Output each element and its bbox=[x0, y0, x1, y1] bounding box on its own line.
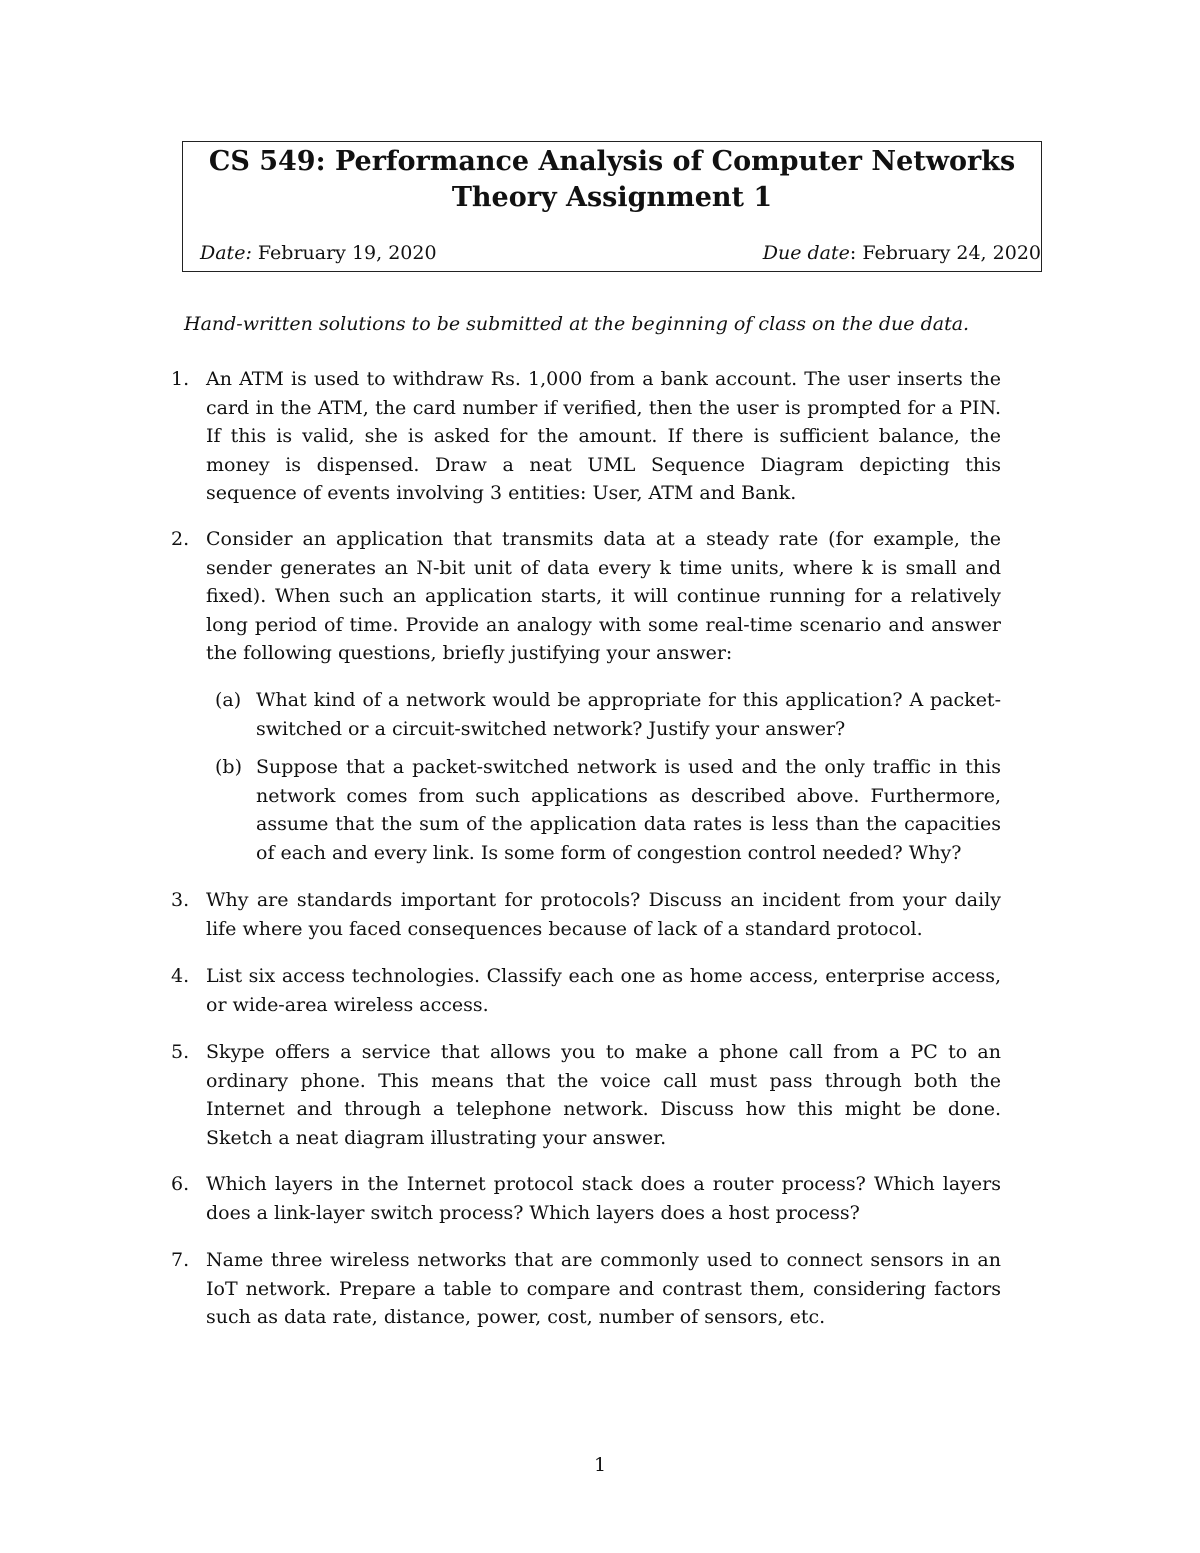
date-value: February 19, 2020 bbox=[257, 242, 437, 264]
question-number: 2. bbox=[171, 528, 190, 550]
subpart-text: What kind of a network would be appropriate for this application? A packet-switched or a circuit-switched network? Justify your answer? bbox=[256, 689, 1001, 740]
question-number: 3. bbox=[171, 889, 190, 911]
issue-date bbox=[200, 242, 437, 264]
question-text: Consider an application that transmits data at a steady rate (for example, the sender generates an N-bit unit of data every k time units, where k is small and fixed). When such an application starts, it will continue running for a relatively long period of time. Provide an analogy with some real-time scenario and answer the following questions, briefly justifying your answer: bbox=[206, 528, 1001, 664]
question-number: 6. bbox=[171, 1173, 190, 1195]
due-date-value: : February 24, 2020 bbox=[849, 242, 1041, 264]
question-text: An ATM is used to withdraw Rs. 1,000 from a bank account. The user inserts the card in the ATM, the card number if verified, then the user is prompted for a PIN. If this is valid, she is asked for the amount. If there is sufficient balance, the money is dispensed. Draw a neat UML Sequence Diagram depicting this sequence of events involving 3 entities: User, ATM and Bank. bbox=[206, 368, 1001, 504]
question-2b bbox=[215, 753, 1001, 867]
question-1 bbox=[171, 365, 1001, 508]
instructions: Hand-written solutions to be submitted at the beginning of class on the due data. bbox=[184, 313, 970, 335]
course-title: CS 549: Performance Analysis of Computer Networks bbox=[208, 146, 1016, 177]
subpart-label: (a) bbox=[215, 689, 242, 711]
question-4 bbox=[171, 962, 1001, 1019]
question-number: 7. bbox=[171, 1249, 190, 1271]
question-text: Why are standards important for protocols? Discuss an incident from your daily life where you faced consequences because of lack of a standard protocol. bbox=[206, 889, 1001, 940]
question-6 bbox=[171, 1170, 1001, 1227]
question-number: 4. bbox=[171, 965, 190, 987]
due-date-label: Due date bbox=[762, 242, 850, 264]
question-5 bbox=[171, 1038, 1001, 1152]
question-text: Name three wireless networks that are commonly used to connect sensors in an IoT network. Prepare a table to compare and contrast them, considering factors such as data rate, distance, power, cost, number of sensors, etc. bbox=[206, 1249, 1001, 1328]
date-label: Date: bbox=[200, 242, 252, 264]
subpart-label: (b) bbox=[215, 756, 242, 778]
question-7 bbox=[171, 1246, 1001, 1332]
question-2a bbox=[215, 686, 1001, 743]
question-number: 5. bbox=[171, 1041, 190, 1063]
subpart-text: Suppose that a packet-switched network is used and the only traffic in this network comes from such applications as described above. Furthermore, assume that the sum of the application data rates is less than the capacities of each and every link. Is some form of congestion control needed? Why? bbox=[256, 756, 1001, 864]
question-2 bbox=[171, 525, 1001, 668]
page-number: 1 bbox=[593, 1454, 607, 1476]
question-number: 1. bbox=[171, 368, 190, 390]
assignment-header-box bbox=[182, 141, 1042, 272]
question-text: List six access technologies. Classify each one as home access, enterprise access, or wide-area wireless access. bbox=[206, 965, 1001, 1016]
due-date bbox=[763, 242, 1041, 264]
question-3 bbox=[171, 886, 1001, 943]
assignment-title: Theory Assignment 1 bbox=[451, 182, 773, 213]
question-text: Skype offers a service that allows you to make a phone call from a PC to an ordinary phone. This means that the voice call must pass through both the Internet and through a telephone network. Discuss how this might be done. Sketch a neat diagram illustrating your answer. bbox=[206, 1041, 1001, 1149]
question-text: Which layers in the Internet protocol stack does a router process? Which layers does a link-layer switch process? Which layers does a host process? bbox=[206, 1173, 1001, 1224]
